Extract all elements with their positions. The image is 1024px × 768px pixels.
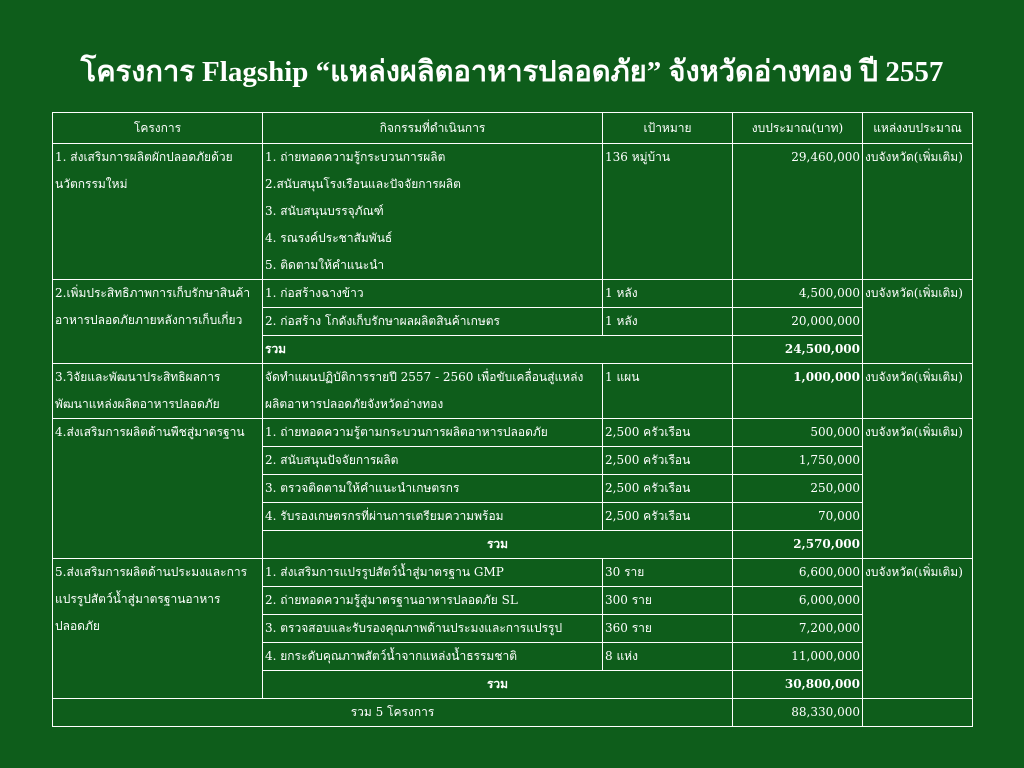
header-activities: กิจกรรมที่ดำเนินการ <box>263 113 603 144</box>
activity-target: 2,500 ครัวเรือน <box>603 475 733 503</box>
flagship-project-table <box>52 112 973 727</box>
table-row <box>53 364 973 419</box>
subtotal-value: 2,570,000 <box>733 531 863 559</box>
activity: 4. ยกระดับคุณภาพสัตว์น้ำจากแหล่งน้ำธรรมชาติ <box>263 643 603 671</box>
activity-budget: 6,600,000 <box>733 559 863 587</box>
subtotal-value: 24,500,000 <box>733 336 863 364</box>
project-name: 3.วิจัยและพัฒนาประสิทธิผลการ พัฒนาแหล่งผลิตอาหารปลอดภัย <box>53 364 263 419</box>
activity-target: 2,500 ครัวเรือน <box>603 503 733 531</box>
table-row <box>53 280 973 308</box>
project-activities: จัดทำแผนปฏิบัติการรายปี 2557 - 2560 เพื่อขับเคลื่อนสู่แหล่ง ผลิตอาหารปลอดภัยจังหวัดอ่างทอง <box>263 364 603 419</box>
grand-total-label: รวม 5 โครงการ <box>53 699 733 727</box>
project-activities: 1. ถ่ายทอดความรู้กระบวนการผลิต 2.สนับสนุนโรงเรือนและปัจจัยการผลิต 3. สนับสนุนบรรจุภัณฑ์ 4. รณรงค์ประชาสัมพันธ์ 5. ติดตามให้คำแนะนำ <box>263 144 603 280</box>
activity-target: 8 แห่ง <box>603 643 733 671</box>
header-budget: งบประมาณ(บาท) <box>733 113 863 144</box>
activity-budget: 70,000 <box>733 503 863 531</box>
activity-budget: 6,000,000 <box>733 587 863 615</box>
activity-target: 360 ราย <box>603 615 733 643</box>
grand-total-row <box>53 699 973 727</box>
header-project: โครงการ <box>53 113 263 144</box>
activity-budget: 11,000,000 <box>733 643 863 671</box>
project-name: 1. ส่งเสริมการผลิตผักปลอดภัยด้วย นวัตกรรมใหม่ <box>53 144 263 280</box>
project-name: 2.เพิ่มประสิทธิภาพการเก็บรักษาสินค้า อาหารปลอดภัยภายหลังการเก็บเกี่ยว <box>53 280 263 364</box>
project-budget: 1,000,000 <box>733 364 863 419</box>
budget-source: งบจังหวัด(เพิ่มเติม) <box>863 559 973 699</box>
subtotal-label: รวม <box>263 336 733 364</box>
subtotal-value: 30,800,000 <box>733 671 863 699</box>
activity-target: 1 หลัง <box>603 308 733 336</box>
activity-target: 30 ราย <box>603 559 733 587</box>
subtotal-label: รวม <box>263 531 733 559</box>
project-target: 1 แผน <box>603 364 733 419</box>
budget-source: งบจังหวัด(เพิ่มเติม) <box>863 419 973 559</box>
grand-total-source <box>863 699 973 727</box>
table-header-row <box>53 113 973 144</box>
activity-budget: 7,200,000 <box>733 615 863 643</box>
activity-budget: 500,000 <box>733 419 863 447</box>
activity: 2. ถ่ายทอดความรู้สู่มาตรฐานอาหารปลอดภัย SL <box>263 587 603 615</box>
project-budget: 29,460,000 <box>733 144 863 280</box>
table-row <box>53 559 973 587</box>
activity: 1. ถ่ายทอดความรู้ตามกระบวนการผลิตอาหารปลอดภัย <box>263 419 603 447</box>
grand-total-value: 88,330,000 <box>733 699 863 727</box>
budget-source: งบจังหวัด(เพิ่มเติม) <box>863 280 973 364</box>
header-target: เป้าหมาย <box>603 113 733 144</box>
activity-budget: 20,000,000 <box>733 308 863 336</box>
activity-budget: 1,750,000 <box>733 447 863 475</box>
activity-budget: 250,000 <box>733 475 863 503</box>
budget-source: งบจังหวัด(เพิ่มเติม) <box>863 144 973 280</box>
activity-target: 2,500 ครัวเรือน <box>603 447 733 475</box>
activity-target: 2,500 ครัวเรือน <box>603 419 733 447</box>
activity: 1. ก่อสร้างฉางข้าว <box>263 280 603 308</box>
activity: 2. ก่อสร้าง โกดังเก็บรักษาผลผลิตสินค้าเกษตร <box>263 308 603 336</box>
activity-target: 300 ราย <box>603 587 733 615</box>
budget-source: งบจังหวัด(เพิ่มเติม) <box>863 364 973 419</box>
activity: 1. ส่งเสริมการแปรรูปสัตว์น้ำสู่มาตรฐาน GMP <box>263 559 603 587</box>
project-name: 5.ส่งเสริมการผลิตด้านประมงและการ แปรรูปสัตว์น้ำสู่มาตรฐานอาหาร ปลอดภัย <box>53 559 263 699</box>
header-source: แหล่งงบประมาณ <box>863 113 973 144</box>
activity-budget: 4,500,000 <box>733 280 863 308</box>
activity: 4. รับรองเกษตรกรที่ผ่านการเตรียมความพร้อม <box>263 503 603 531</box>
project-target: 136 หมู่บ้าน <box>603 144 733 280</box>
page-title: โครงการ Flagship “แหล่งผลิตอาหารปลอดภัย” จังหวัดอ่างทอง ปี 2557 <box>80 56 944 88</box>
activity-target: 1 หลัง <box>603 280 733 308</box>
table-row <box>53 144 973 280</box>
table-row <box>53 419 973 447</box>
activity: 3. ตรวจสอบและรับรองคุณภาพด้านประมงและการแปรรูป <box>263 615 603 643</box>
subtotal-label: รวม <box>263 671 733 699</box>
activity: 3. ตรวจติดตามให้คำแนะนำเกษตรกร <box>263 475 603 503</box>
project-name: 4.ส่งเสริมการผลิตด้านพืชสู่มาตรฐาน <box>53 419 263 559</box>
activity: 2. สนับสนุนปัจจัยการผลิต <box>263 447 603 475</box>
